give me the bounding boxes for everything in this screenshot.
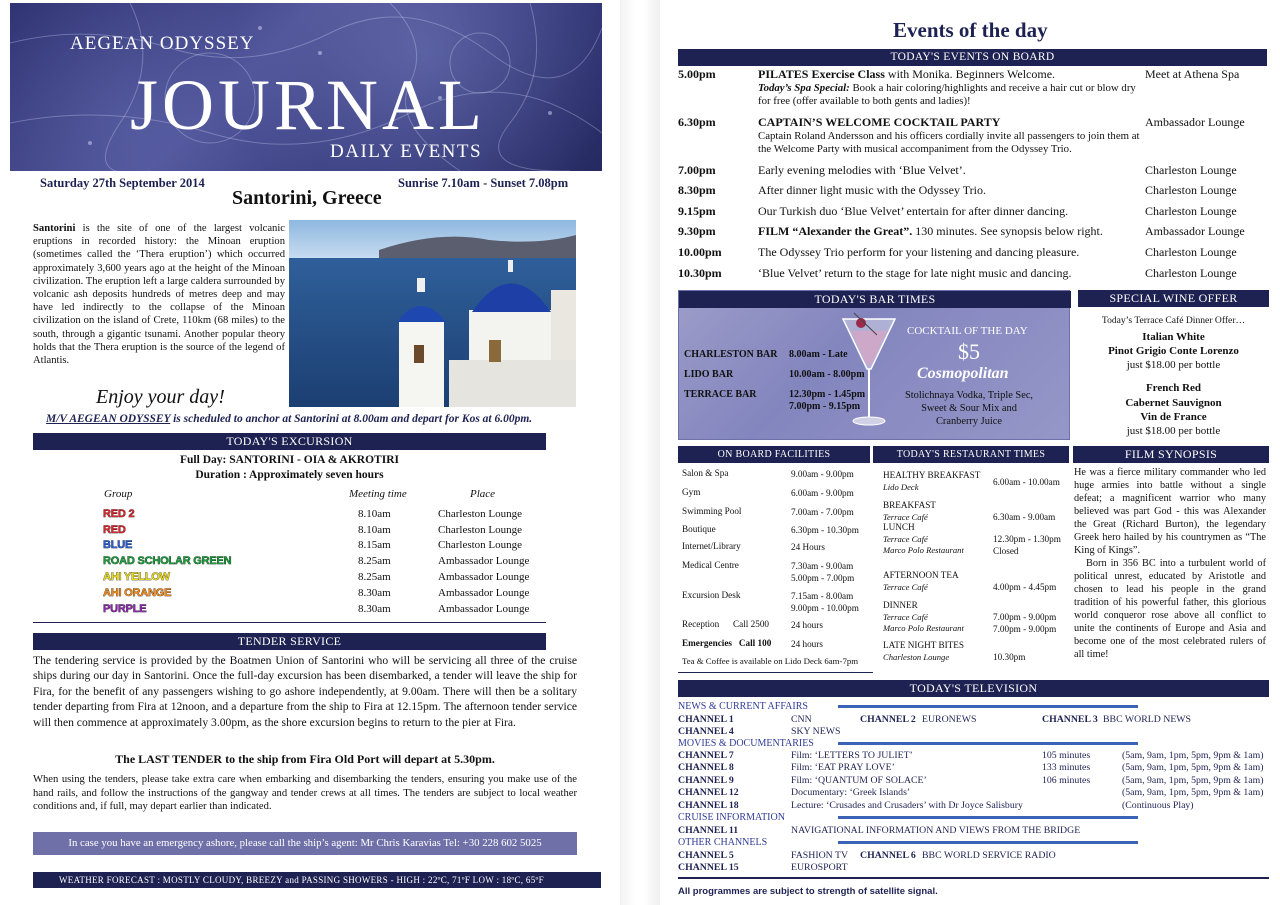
movie-length: 105 minutes xyxy=(1042,750,1091,761)
event-place: Charleston Lounge xyxy=(1145,204,1237,218)
facility-time xyxy=(791,487,854,499)
event-place: Charleston Lounge xyxy=(1145,163,1237,177)
anchor-text: is scheduled to anchor at Santorini at 8.00am and depart for Kos at 6.00pm. xyxy=(170,413,533,425)
event-description xyxy=(758,245,1150,260)
event-description xyxy=(758,224,1150,239)
masthead-subtitle: DAILY EVENTS xyxy=(330,141,483,162)
channel-label: CHANNEL 4 xyxy=(678,726,734,737)
movie-showtimes: (Continuous Play) xyxy=(1122,799,1194,811)
facility-time xyxy=(791,560,854,584)
location-title: Santorini, Greece xyxy=(232,187,382,209)
col-place: Place xyxy=(470,488,496,500)
cocktail-ingredients: Stolichnaya Vodka, Triple Sec, Sweet & Sour Mix and Cranberry Juice xyxy=(904,390,1034,427)
excursion-divider xyxy=(33,622,546,623)
channel-label: CHANNEL 6 xyxy=(860,850,916,861)
tv-rule xyxy=(838,705,1138,708)
facility-time-1: 9.00am - 9.00pm xyxy=(791,469,854,479)
film-para-1: He was a fierce military commander who led huge armies into battle without a single defeat; a magnificent warrior who many believed was part God - this was Alexander the Great (Richard Burton), the legendary Greek hero hailed by his countrymen as “The King of Kings”. xyxy=(1074,467,1266,556)
facility-name: Boutique xyxy=(682,524,716,534)
row-pad xyxy=(33,601,103,617)
event-description xyxy=(758,266,1150,281)
group-name: AHI ORANGE xyxy=(103,586,172,599)
facility-time xyxy=(791,638,823,650)
cocktail-price: $5 xyxy=(958,339,980,364)
masthead-title: JOURNAL xyxy=(130,65,487,145)
group-name: RED 2 xyxy=(103,507,135,520)
facility-time-1: 24 Hours xyxy=(791,542,825,552)
channel-label: CHANNEL 12 xyxy=(678,787,739,799)
event-time: 10.00pm xyxy=(678,245,722,259)
movie-title: Film: ‘QUANTUM OF SOLACE’ xyxy=(791,774,927,786)
group-name: BLUE xyxy=(103,539,133,552)
event-description xyxy=(758,163,1150,178)
meeting-place: Charleston Lounge xyxy=(438,523,523,536)
group-cell xyxy=(103,506,358,522)
channel-label: CHANNEL 7 xyxy=(678,750,734,761)
movie-title: Documentary: ‘Greek Islands’ xyxy=(791,787,911,799)
wine-1-name: Pinot Grigio Conte Lorenzo xyxy=(1108,345,1239,357)
facilities-heading: ON BOARD FACILITIES xyxy=(678,446,870,463)
group-name: RED xyxy=(103,523,126,536)
event-detail: with Monika. Beginners Welcome. xyxy=(884,67,1056,81)
event-detail: 130 minutes. See synopsis below right. xyxy=(912,224,1103,238)
meal-time xyxy=(993,476,1060,488)
wine-2-type: French Red xyxy=(1145,382,1202,394)
event-description xyxy=(758,115,1150,155)
cocktail-label: COCKTAIL OF THE DAY xyxy=(907,325,1028,337)
event-description xyxy=(758,183,1150,198)
meal-time-2: Closed xyxy=(993,546,1019,556)
movie-title: Lecture: ‘Crusades and Crusaders’ with Dr Joyce Salisbury xyxy=(791,799,1023,811)
tv-category-movies: MOVIES & DOCUMENTARIES xyxy=(678,738,814,749)
meal-time-1: 10.30pm xyxy=(993,652,1026,662)
tv-footer: All programmes are subject to strength of satellite signal. xyxy=(678,886,938,897)
journal-left-page xyxy=(0,0,620,905)
meeting-place: Ambassador Lounge xyxy=(438,555,530,568)
tv-rule xyxy=(838,816,1138,819)
event-place: Ambassador Lounge xyxy=(1145,115,1245,129)
row-pad xyxy=(33,569,103,585)
channel-label: CHANNEL 11 xyxy=(678,825,739,836)
excursion-row xyxy=(33,553,546,569)
movie-title: Film: ‘LETTERS TO JULIET’ xyxy=(791,750,913,761)
event-title: PILATES Exercise Class xyxy=(758,67,885,81)
group-cell xyxy=(103,585,358,601)
channel-show: SKY NEWS xyxy=(791,726,841,737)
movie-showtimes: (5am, 9am, 1pm, 5pm, 9pm & 1am) xyxy=(1122,762,1264,774)
last-tender: The LAST TENDER to the ship from Fira Old Port will depart at 5.30pm. xyxy=(115,752,495,766)
page-gutter xyxy=(620,0,660,905)
meal-name: AFTERNOON TEA xyxy=(883,570,959,580)
meal-venue: Charleston Lounge xyxy=(883,651,950,662)
event-title: After dinner light music with the Odyssey Trio. xyxy=(758,183,986,197)
bar-time: 12.30pm - 1.45pm xyxy=(789,389,866,400)
tv-divider xyxy=(678,877,1269,879)
tv-category-other: OTHER CHANNELS xyxy=(678,837,768,848)
tender-text: The tendering service is provided by the Boatmen Union of Santorini who will be servicing all three of the cruise ships during our day in Santorini. Once the full-day excursion has been disembarked, a tender will leave the ship for Fira, for the benefit of any passengers wishing to go ashore independently, at 9.00am. There will then be a solitary tender departing from Fira at 12noon, and a departure from the ship to Fira at 12.15pm. The afternoon tender service will then commence at approximately 3.00pm, as the shore excursion begins to return to the pier at Fira. xyxy=(33,654,577,729)
spa-special xyxy=(758,82,1150,107)
masthead xyxy=(10,3,602,171)
events-heading: TODAY'S EVENTS ON BOARD xyxy=(678,49,1267,66)
meal-venue: Lido Deck xyxy=(883,481,919,492)
tender-note: When using the tenders, please take extra care when embarking and disembarking the tenders, ensuring you make use of the hand rails, and follow the instructions of the gangway and tender crews at all times. The tenders are subject to local weather conditions and, if full, may depart earlier than indicated. xyxy=(33,774,577,813)
col-group: Group xyxy=(104,488,133,500)
event-title: FILM “Alexander the Great”. xyxy=(758,224,913,238)
meeting-time: 8.25am xyxy=(358,571,391,584)
tv-rule xyxy=(838,742,1138,745)
film-para-2: Born in 356 BC into a turbulent world of political unrest, educated by Aristotle and chosen to lead his people in the grand tradition of his powerful father, this glorious world conqueror rose above all conflict to unite the continents of Europe and Asia and become one of the most celebrated rulers of all time! xyxy=(1074,558,1266,660)
facility-time-1: 24 hours xyxy=(791,620,823,630)
restaurant-meal xyxy=(883,500,936,523)
event-title: CAPTAIN’S WELCOME COCKTAIL PARTY xyxy=(758,115,1001,129)
channel-show: EURONEWS xyxy=(922,714,977,725)
event-time: 9.30pm xyxy=(678,224,716,238)
tv-category-news: NEWS & CURRENT AFFAIRS xyxy=(678,701,808,712)
excursion-row xyxy=(33,506,546,522)
facility-time xyxy=(791,541,825,553)
ship-name: M/V AEGEAN ODYSSEY xyxy=(46,413,171,425)
excursion-row xyxy=(33,538,546,554)
row-pad xyxy=(33,585,103,601)
intro-lead: Santorini xyxy=(33,223,76,234)
tender-heading: TENDER SERVICE xyxy=(33,633,546,650)
wine-1-price: just $18.00 per bottle xyxy=(1126,359,1221,371)
meal-venue: Terrace Café xyxy=(883,533,928,544)
excursion-row xyxy=(33,522,546,538)
facility-time xyxy=(791,619,823,631)
bar-name: CHARLESTON BAR xyxy=(684,349,778,360)
channel-show: NAVIGATIONAL INFORMATION AND VIEWS FROM THE BRIDGE xyxy=(791,825,1081,836)
santorini-photo xyxy=(289,220,576,407)
meeting-time: 8.10am xyxy=(358,507,391,520)
channel-show: FASHION TV xyxy=(791,850,849,861)
meal-venue-2: Marco Polo Restaurant xyxy=(883,623,964,633)
facility-time xyxy=(791,506,854,518)
bar-time: 8.00am - Late xyxy=(789,349,848,360)
channel-label: CHANNEL 15 xyxy=(678,862,739,873)
wine-2-name: Cabernet Sauvignon xyxy=(1125,397,1222,409)
facility-name: Medical Centre xyxy=(682,560,739,570)
meal-time-1: 4.00pm - 4.45pm xyxy=(993,582,1057,592)
event-time: 5.00pm xyxy=(678,67,716,81)
channel-label: CHANNEL 1 xyxy=(678,714,734,725)
row-pad xyxy=(33,522,103,538)
excursion-row xyxy=(33,585,546,601)
meal-time-1: 6.00am - 10.00am xyxy=(993,477,1060,487)
journal-right-page xyxy=(660,0,1280,905)
event-time: 9.15pm xyxy=(678,204,716,218)
event-description xyxy=(758,67,1150,107)
movie-length: 133 minutes xyxy=(1042,762,1091,774)
event-place: Charleston Lounge xyxy=(1145,183,1237,197)
meeting-place: Charleston Lounge xyxy=(438,539,523,552)
event-description xyxy=(758,204,1150,219)
movie-title: Film: ‘EAT PRAY LOVE’ xyxy=(791,762,895,774)
restaurant-meal xyxy=(883,522,964,557)
group-cell xyxy=(103,522,358,538)
issue-date: Saturday 27th September 2014 xyxy=(40,176,205,190)
movie-showtimes: (5am, 9am, 1pm, 5pm, 9pm & 1am) xyxy=(1122,774,1264,786)
cocktail-name: Cosmopolitan xyxy=(917,365,1009,382)
intro-text: is the site of one of the largest volcanic eruptions in recorded history: the Minoan eruption (sometimes called the ‘Thera eruption’) which occurred approximately 3,600 years ago at the height of the Minoan civilization. The eruption left a large caldera surrounded by volcanic ash deposits hundreds of metres deep and may have led indirectly to the collapse of the Minoan civilization on the island of Crete, 110km (68 miles) to the south, through a gigantic tsunami. Another popular theory holds that the Thera eruption is the source of the legend of Atlantis. xyxy=(33,223,285,367)
weather-text: WEATHER FORECAST : MOSTLY CLOUDY, BREEZY and PASSING SHOWERS - HIGH : 22ºC, 71ºF LOW : 18ºC, 65ºF xyxy=(59,875,544,885)
location-intro xyxy=(33,222,285,367)
meal-venue: Terrace Café xyxy=(883,581,928,592)
excursion-row xyxy=(33,601,546,617)
restaurant-meal xyxy=(883,570,959,593)
event-place: Charleston Lounge xyxy=(1145,266,1237,280)
excursion-row xyxy=(33,569,546,585)
restaurant-meal xyxy=(883,640,964,663)
row-pad xyxy=(33,538,103,554)
meeting-place: Ambassador Lounge xyxy=(438,602,530,615)
facility-time-1: 7.00am - 7.00pm xyxy=(791,507,854,517)
wine-1-type: Italian White xyxy=(1142,331,1205,343)
martini-glass-icon xyxy=(839,309,899,434)
group-cell xyxy=(103,601,358,617)
meeting-time: 8.30am xyxy=(358,586,391,599)
event-place: Charleston Lounge xyxy=(1145,245,1237,259)
wine-intro: Today’s Terrace Café Dinner Offer… xyxy=(1101,315,1246,326)
excursion-table xyxy=(33,506,546,617)
sunrise-sunset: Sunrise 7.10am - Sunset 7.08pm xyxy=(398,176,569,190)
bar-name: LIDO BAR xyxy=(684,369,734,380)
movie-length: 106 minutes xyxy=(1042,774,1091,786)
emergency-contact: In case you have an emergency ashore, please call the ship’s agent: Mr Chris Karavias Tel: +30 228 602 5025 xyxy=(33,832,577,855)
church-dome-image-icon xyxy=(289,220,576,407)
row-pad xyxy=(33,506,103,522)
event-time: 7.00pm xyxy=(678,163,716,177)
facility-time xyxy=(791,468,854,480)
meal-time-1: 7.00pm - 9.00pm xyxy=(993,612,1057,622)
facility-name: Emergencies Call 100 xyxy=(682,638,772,648)
meal-venue: Terrace Café xyxy=(883,611,928,622)
meal-name: HEALTHY BREAKFAST xyxy=(883,470,981,480)
meeting-time: 8.25am xyxy=(358,555,391,568)
meal-time xyxy=(993,611,1056,635)
group-cell xyxy=(103,569,358,585)
movie-showtimes: (5am, 9am, 1pm, 5pm, 9pm & 1am) xyxy=(1122,750,1264,761)
spa-text: Book a hair coloring/highlights and receive a hair cut or blow dry for free (offer available to both gents and ladies)! xyxy=(758,82,1136,107)
bar-times-heading: TODAY'S BAR TIMES xyxy=(679,291,1071,308)
film-heading: FILM SYNOPSIS xyxy=(1073,446,1269,463)
meal-time-1: 12.30pm - 1.30pm xyxy=(993,534,1061,544)
facility-time xyxy=(791,524,859,536)
facility-time-1: 7.30am - 9.00am xyxy=(791,561,854,571)
facility-name: Internet/Library xyxy=(682,541,741,551)
meal-time-2: 7.00pm - 9.00pm xyxy=(993,624,1057,634)
event-title: Our Turkish duo ‘Blue Velvet’ entertain for after dinner dancing. xyxy=(758,204,1069,218)
bar-time: 10.00am - 8.00pm xyxy=(789,369,865,380)
masthead-ship-name: AEGEAN ODYSSEY xyxy=(70,33,255,54)
channel-show: CNN xyxy=(791,714,812,725)
channel-show: BBC WORLD SERVICE RADIO xyxy=(922,850,1056,861)
row-pad xyxy=(33,553,103,569)
group-name: ROAD SCHOLAR GREEN xyxy=(103,555,232,568)
meal-name: LATE NIGHT BITES xyxy=(883,640,964,650)
restaurant-heading: TODAY'S RESTAURANT TIMES xyxy=(873,446,1069,463)
facility-time-1: 24 hours xyxy=(791,639,823,649)
channel-label: CHANNEL 9 xyxy=(678,774,734,786)
weather-forecast xyxy=(33,872,601,888)
event-title: The Odyssey Trio perform for your listening and dancing pleasure. xyxy=(758,245,1080,259)
facility-name: Salon & Spa xyxy=(682,468,729,478)
bar-times-panel xyxy=(678,290,1070,440)
excursion-duration: Duration : Approximately seven hours xyxy=(195,469,384,481)
meal-time xyxy=(993,533,1061,557)
meal-time xyxy=(993,511,1055,523)
excursion-name: Full Day: SANTORINI - OIA & AKROTIRI xyxy=(180,454,399,466)
facility-name: Reception Call 2500 xyxy=(682,619,770,629)
meal-name: BREAKFAST xyxy=(883,500,936,510)
wine-heading: SPECIAL WINE OFFER xyxy=(1078,290,1269,307)
facility-time-1: 6.00am - 9.00pm xyxy=(791,488,854,498)
facility-time-2: 5.00pm - 7.00pm xyxy=(791,573,855,583)
channel-show: BBC WORLD NEWS xyxy=(1103,714,1191,725)
event-title: ‘Blue Velvet’ return to the stage for late night music and dancing. xyxy=(758,266,1072,280)
meal-name: LUNCH xyxy=(883,522,915,532)
excursion-heading: TODAY'S EXCURSION xyxy=(33,433,546,450)
event-time: 10.30pm xyxy=(678,266,722,280)
meeting-time: 8.10am xyxy=(358,523,391,536)
meeting-place: Ambassador Lounge xyxy=(438,571,530,584)
event-place: Meet at Athena Spa xyxy=(1145,67,1240,81)
facility-name: Swimming Pool xyxy=(682,506,742,516)
facility-name: Gym xyxy=(682,487,701,497)
meeting-place: Ambassador Lounge xyxy=(438,586,530,599)
channel-label: CHANNEL 2 xyxy=(860,714,916,725)
facility-time-1: 6.30pm - 10.30pm xyxy=(791,525,859,535)
group-cell xyxy=(103,538,358,554)
anchor-notice xyxy=(46,413,532,425)
bar-time-2: 7.00pm - 9.15pm xyxy=(789,401,861,412)
tv-heading: TODAY'S TELEVISION xyxy=(678,680,1269,697)
meal-time xyxy=(993,581,1056,593)
channel-label: CHANNEL 5 xyxy=(678,850,734,861)
spa-label: Today’s Spa Special: xyxy=(758,82,850,94)
tea-coffee-note: Tea & Coffee is available on Lido Deck 6am-7pm xyxy=(682,656,859,666)
movie-showtimes: (5am, 9am, 1pm, 5pm, 9pm & 1am) xyxy=(1122,787,1264,799)
meeting-place: Charleston Lounge xyxy=(438,507,523,520)
channel-label: CHANNEL 18 xyxy=(678,799,739,811)
events-title: Events of the day xyxy=(893,18,1048,42)
wine-2-region: Vin de France xyxy=(1140,411,1207,423)
facility-time xyxy=(791,590,859,614)
meal-venue: Terrace Café xyxy=(883,511,928,522)
tv-category-cruise: CRUISE INFORMATION xyxy=(678,812,785,823)
meal-time xyxy=(993,651,1025,663)
channel-label: CHANNEL 8 xyxy=(678,762,734,774)
meeting-time: 8.30am xyxy=(358,602,391,615)
wine-2-price: just $18.00 per bottle xyxy=(1126,425,1221,437)
restaurant-meal xyxy=(883,470,980,493)
channel-show: EUROSPORT xyxy=(791,862,848,873)
facility-time-1: 7.15am - 8.00am xyxy=(791,591,854,601)
meal-time-1: 6.30am - 9.00am xyxy=(993,512,1056,522)
channel-label: CHANNEL 3 xyxy=(1042,714,1098,725)
captain-invite: Captain Roland Andersson and his officers cordially invite all passengers to join them at the Welcome Party with musical accompaniment from the Odyssey Trio. xyxy=(758,130,1140,155)
facility-time-2: 9.00pm - 10.00pm xyxy=(791,603,859,613)
event-title: Early evening melodies with ‘Blue Velvet’. xyxy=(758,163,966,177)
enjoy-your-day: Enjoy your day! xyxy=(96,386,225,408)
event-time: 8.30pm xyxy=(678,183,716,197)
meal-name: DINNER xyxy=(883,600,918,610)
group-name: PURPLE xyxy=(103,602,147,615)
tv-rule xyxy=(838,841,1138,844)
meeting-time: 8.15am xyxy=(358,539,391,552)
facilities-divider xyxy=(678,672,873,673)
group-cell xyxy=(103,553,358,569)
col-meeting-time: Meeting time xyxy=(349,488,407,500)
film-synopsis xyxy=(1074,466,1266,661)
event-time: 6.30pm xyxy=(678,115,716,129)
group-name: AHI YELLOW xyxy=(103,571,170,584)
event-place: Ambassador Lounge xyxy=(1145,224,1245,238)
restaurant-meal xyxy=(883,600,964,635)
bar-name: TERRACE BAR xyxy=(684,389,757,400)
meal-venue-2: Marco Polo Restaurant xyxy=(883,545,964,555)
facility-name: Excursion Desk xyxy=(682,590,741,600)
